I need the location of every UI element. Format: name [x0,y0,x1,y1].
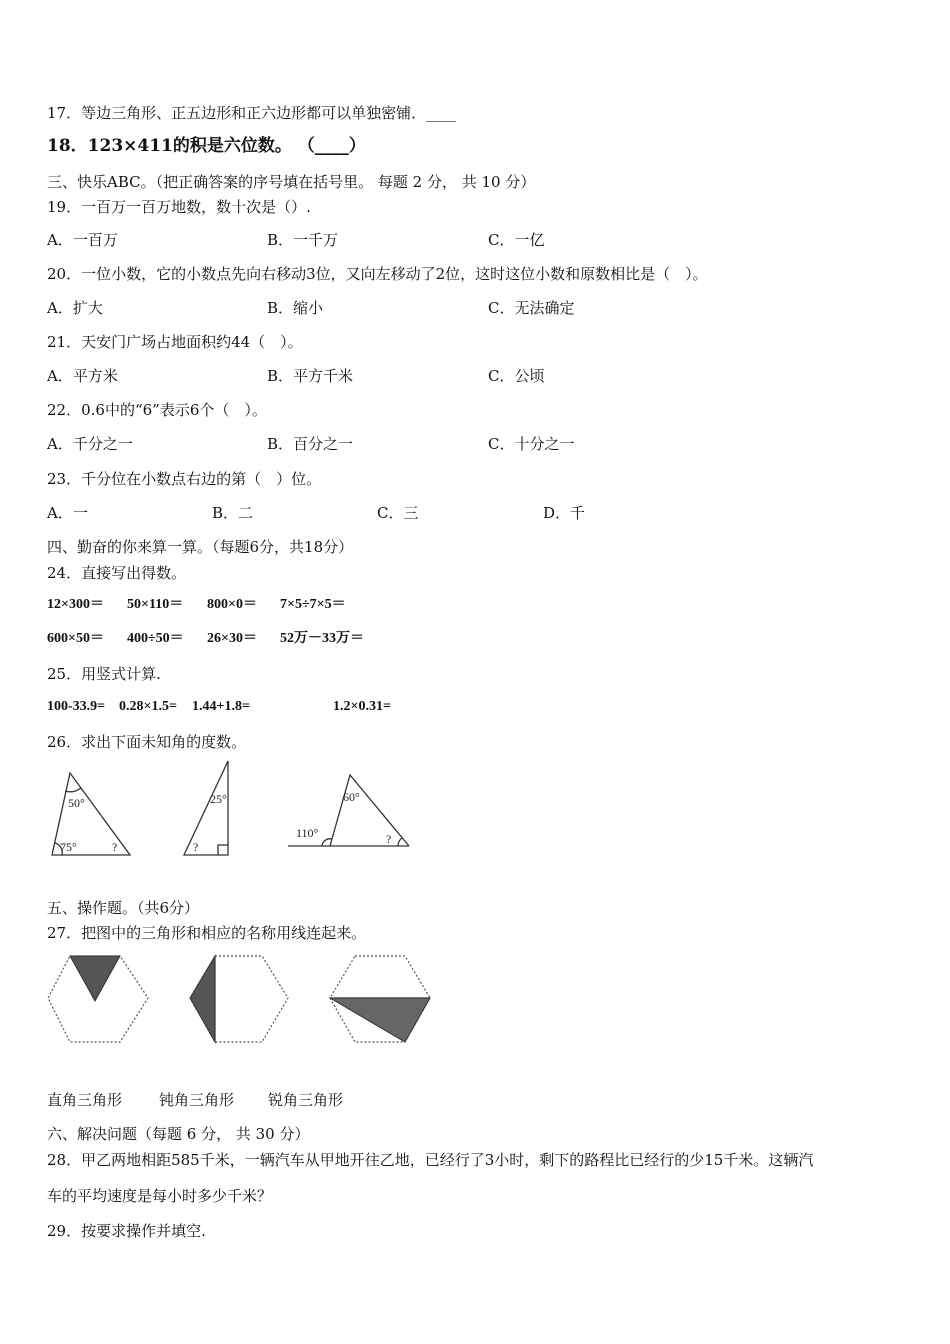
q19-option-c: C．一亿 [488,231,545,249]
question-21: 21．天安门广场占地面积约44（ ）。 [47,333,303,351]
q23-option-d: D．千 [543,504,586,522]
angle-triangles-figure [40,755,430,865]
q20-option-c: C．无法确定 [488,299,575,317]
t3-exterior-angle: 110° [296,826,319,840]
t1-left-angle: 75° [60,840,77,854]
q19-option-b: B．一千万 [267,231,339,249]
q24-row2-item-4: 52万－33万＝ [280,631,364,646]
q20-option-a: A．扩大 [47,299,103,317]
t3-right-angle: ? [386,832,392,846]
question-24: 24．直接写出得数。 [47,564,187,582]
t2-top-angle: 25° [210,792,227,806]
hexagon-triangles-figure [40,950,440,1050]
q21-option-a: A．平方米 [47,367,118,385]
q24-row1-item-2: 50×110＝ [127,597,184,612]
section-3-heading: 三、快乐ABC。（把正确答案的序号填在括号里。 每题 2 分， 共 10 分） [47,173,536,191]
question-25: 25．用竖式计算. [47,665,161,683]
section-4-heading: 四、勤奋的你来算一算。（每题6分，共18分） [47,538,354,556]
question-26: 26．求出下面未知角的度数。 [47,733,247,751]
q24-row2-item-2: 400÷50＝ [127,631,184,646]
question-20: 20．一位小数，它的小数点先向右移动3位，又向左移动了2位，这时这位小数和原数相比是（ ）。 [47,265,708,283]
question-29: 29．按要求操作并填空. [47,1222,206,1240]
t2-bottom-angle: ? [193,840,199,854]
q22-option-c: C．十分之一 [488,435,575,453]
q20-option-b: B．缩小 [267,299,324,317]
q25-item-2: 0.28×1.5= [119,699,177,714]
q24-row2-item-1: 600×50＝ [47,631,104,646]
q21-option-c: C．公顷 [488,367,545,385]
t1-top-angle: 50° [68,796,85,810]
q25-item-1: 100-33.9= [47,699,106,714]
question-27: 27．把图中的三角形和相应的名称用线连起来。 [47,924,367,942]
q21-option-b: B．平方千米 [267,367,354,385]
name-obtuse-triangle: 钝角三角形 [159,1091,235,1109]
hexagon-1 [48,956,148,1042]
question-19: 19．一百万一百万地数，数十次是（）. [47,198,311,216]
t3-top-angle: 60° [343,790,360,804]
hexagon-3 [330,956,430,1042]
question-18: 18．123×411的积是六位数。 （____） [47,136,366,156]
q24-row1-item-4: 7×5÷7×5＝ [280,597,346,612]
question-23: 23．千分位在小数点右边的第（ ）位。 [47,470,322,488]
q22-option-b: B．百分之一 [267,435,354,453]
triangle-2 [184,761,228,855]
question-22: 22．0.6中的“6”表示6个（ ）。 [47,401,267,419]
t1-right-angle: ? [112,840,118,854]
question-28-line-1: 28．甲乙两地相距585千米，一辆汽车从甲地开往乙地，已经行了3小时，剩下的路程比已经行的少15千米。这辆汽 [47,1151,814,1169]
section-6-heading: 六、解决问题（每题 6 分， 共 30 分） [47,1125,310,1143]
question-28-line-2: 车的平均速度是每小时多少千米？ [47,1187,273,1205]
q24-row1-item-3: 800×0＝ [207,597,257,612]
section-5-heading: 五、操作题。（共6分） [47,899,200,917]
name-acute-triangle: 锐角三角形 [268,1091,344,1109]
q23-option-a: A．一 [47,504,88,522]
q25-item-3: 1.44+1.8= [192,699,250,714]
hexagon-2 [190,956,288,1042]
q25-item-4: 1.2×0.31= [333,699,391,714]
name-right-triangle: 直角三角形 [47,1091,123,1109]
q22-option-a: A．千分之一 [47,435,133,453]
q24-row1-item-1: 12×300＝ [47,597,104,612]
q24-row2-item-3: 26×30＝ [207,631,257,646]
q23-option-b: B．二 [212,504,254,522]
question-17: 17．等边三角形、正五边形和正六边形都可以单独密铺．____ [47,104,457,122]
q23-option-c: C．三 [377,504,419,522]
q19-option-a: A．一百万 [47,231,118,249]
